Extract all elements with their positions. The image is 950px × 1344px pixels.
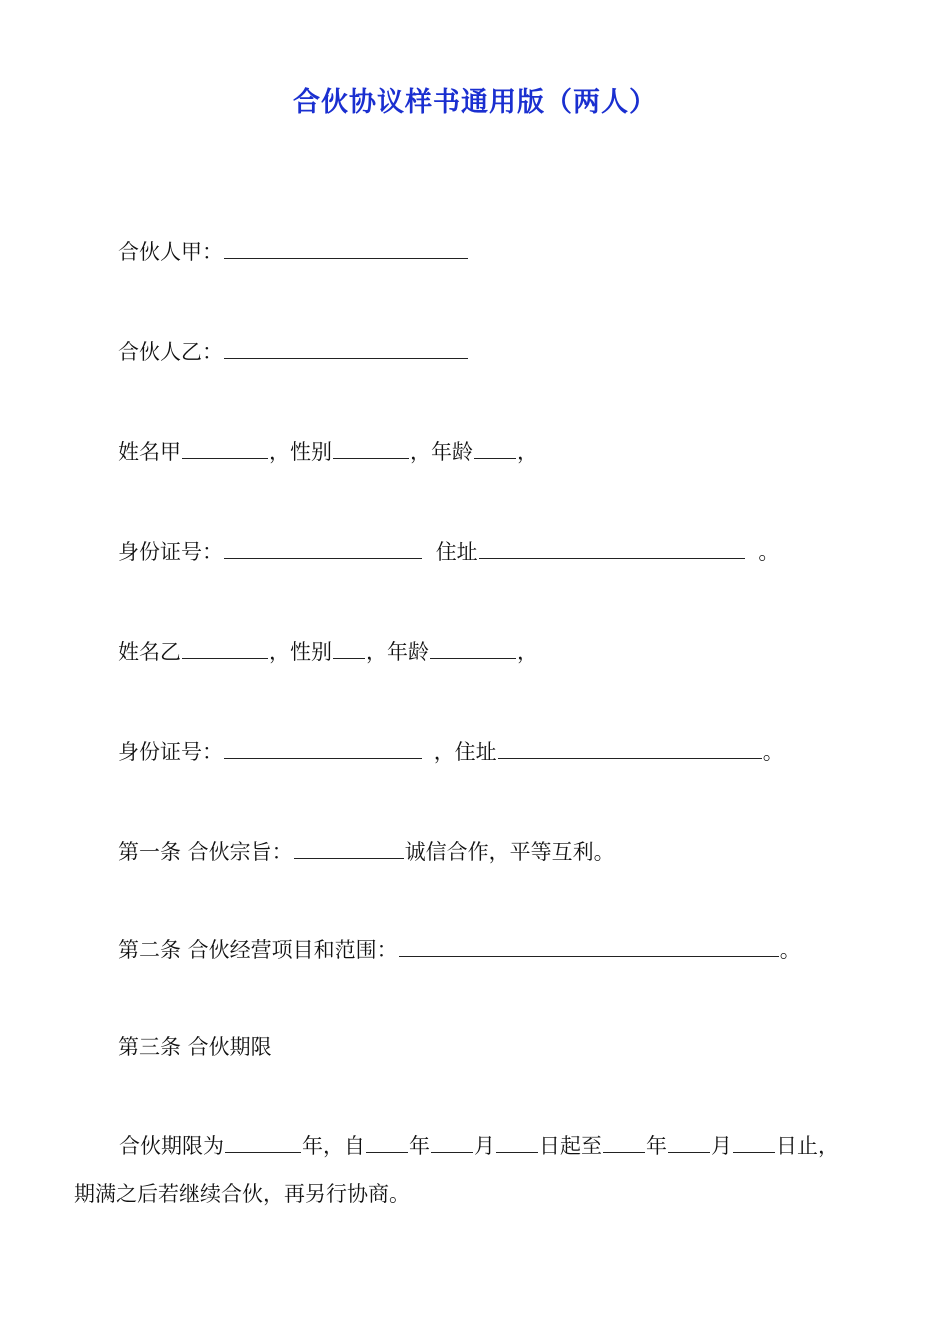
start-month-label: 月 [474, 1134, 495, 1158]
person-a-id-line [118, 536, 779, 567]
person-b-info-line [118, 636, 538, 667]
start-year-blank[interactable] [366, 1130, 408, 1153]
article-2-end: 。 [779, 938, 801, 962]
end-month-blank[interactable] [668, 1130, 710, 1153]
person-b-id-line [118, 736, 784, 767]
partner-a-label: 合伙人甲： [118, 240, 223, 264]
end-year-label: 年 [646, 1134, 667, 1158]
person-a-name-label: 姓名甲 [118, 440, 181, 464]
end-day-label: 日止， [776, 1134, 839, 1158]
person-a-gender-blank[interactable] [333, 436, 409, 459]
person-b-id-label: 身份证号： [118, 740, 223, 764]
article-1-text: 诚信合作，平等互利。 [404, 840, 615, 864]
term-paragraph [74, 1122, 874, 1218]
person-a-end: ， [517, 440, 538, 464]
person-b-id-blank[interactable] [224, 736, 422, 759]
person-b-gender-blank[interactable] [333, 636, 365, 659]
person-a-address-end: 。 [758, 540, 780, 564]
person-b-age-blank[interactable] [430, 636, 516, 659]
end-day-blank[interactable] [733, 1130, 775, 1153]
term-prefix: 合伙期限为 [119, 1134, 224, 1158]
article-2-blank[interactable] [399, 934, 779, 957]
document-title: 合伙协议样书通用版（两人） [293, 87, 657, 118]
term-years-blank[interactable] [225, 1130, 301, 1153]
article-3-heading [118, 1032, 272, 1062]
partner-a-line [118, 236, 469, 267]
end-year-blank[interactable] [603, 1130, 645, 1153]
start-month-blank[interactable] [431, 1130, 473, 1153]
person-b-name-label: 姓名乙 [118, 640, 181, 664]
person-b-end: ， [517, 640, 538, 664]
start-year-label: 年 [409, 1134, 430, 1158]
partner-b-line [118, 336, 469, 367]
person-a-info-line [118, 436, 538, 467]
person-b-age-label: ，年龄 [366, 640, 429, 664]
person-a-address-blank[interactable] [479, 536, 745, 559]
person-b-name-blank[interactable] [182, 636, 268, 659]
term-line-1 [74, 1122, 874, 1170]
article-2-line [118, 934, 801, 965]
article-2-label: 第二条 合伙经营项目和范围： [118, 938, 398, 962]
person-b-address-end: 。 [762, 740, 784, 764]
person-a-id-label: 身份证号： [118, 540, 223, 564]
person-a-age-blank[interactable] [474, 436, 516, 459]
partner-a-blank[interactable] [224, 236, 468, 259]
partner-b-label: 合伙人乙： [118, 340, 223, 364]
start-day-blank[interactable] [496, 1130, 538, 1153]
person-b-address-label: ，住址 [433, 740, 497, 764]
article-1-blank[interactable] [294, 836, 404, 859]
term-line-2: 期满之后若继续合伙，再另行协商。 [74, 1182, 410, 1206]
partner-b-blank[interactable] [224, 336, 468, 359]
person-b-address-blank[interactable] [498, 736, 762, 759]
person-a-gender-label: ，性别 [269, 440, 332, 464]
person-a-id-blank[interactable] [224, 536, 422, 559]
start-day-label: 日起至 [539, 1134, 602, 1158]
end-month-label: 月 [711, 1134, 732, 1158]
person-b-gender-label: ，性别 [269, 640, 332, 664]
person-a-name-blank[interactable] [182, 436, 268, 459]
person-a-age-label: ，年龄 [410, 440, 473, 464]
term-year-from-label: 年，自 [302, 1134, 365, 1158]
article-1-line [118, 836, 615, 867]
person-a-address-label: 住址 [435, 540, 478, 564]
article-3-label: 第三条 合伙期限 [118, 1035, 272, 1059]
article-1-label: 第一条 合伙宗旨： [118, 840, 293, 864]
